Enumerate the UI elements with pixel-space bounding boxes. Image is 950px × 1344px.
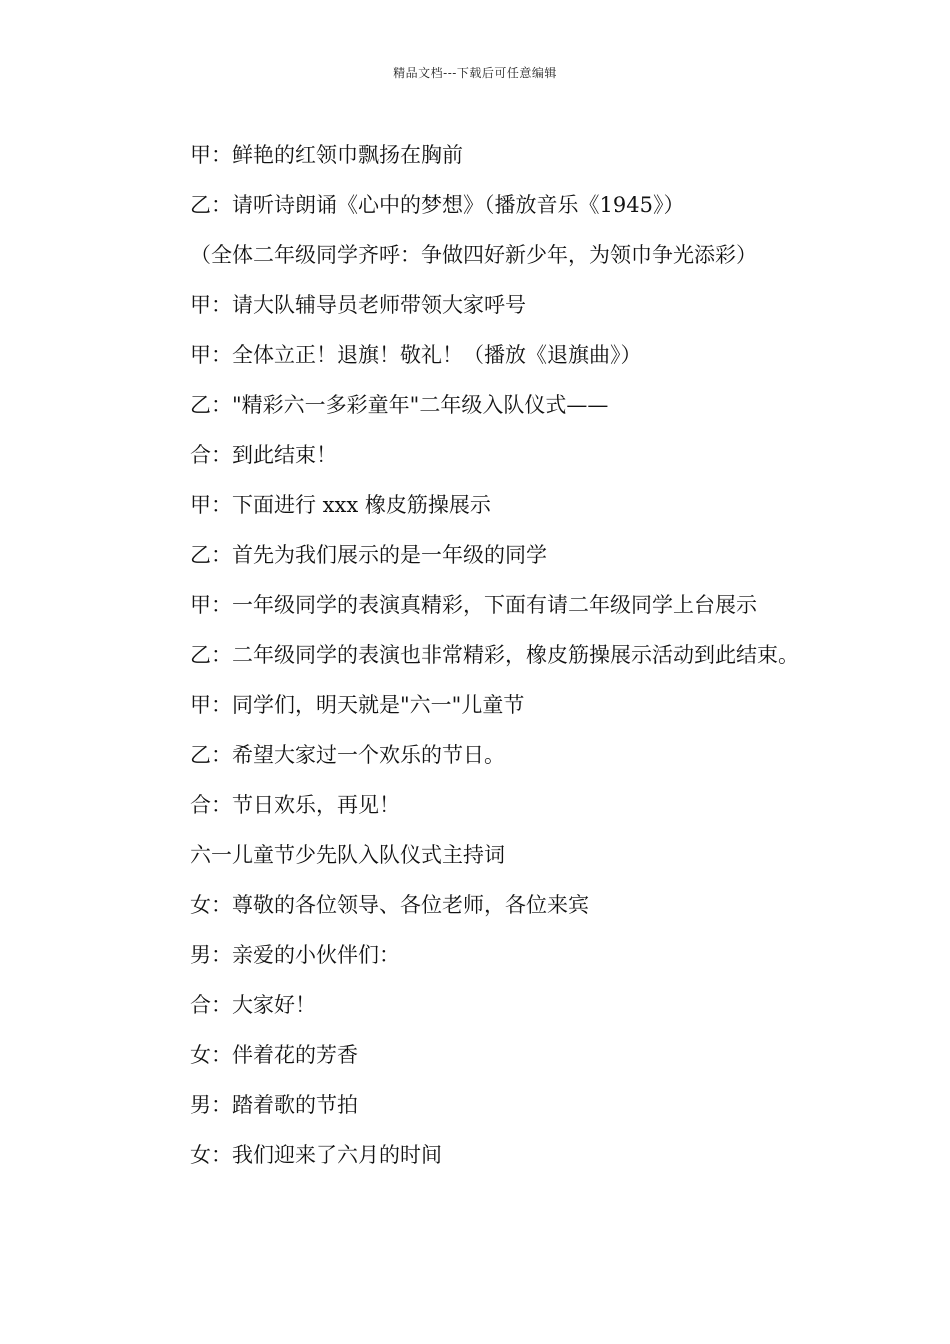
paragraph: 甲：下面进行 xxx 橡皮筋操展示	[190, 493, 491, 517]
paragraph: 乙：首先为我们展示的是一年级的同学	[190, 543, 547, 567]
paragraph: 乙：二年级同学的表演也非常精彩，橡皮筋操展示活动到此结束。	[190, 643, 799, 667]
paragraph: 乙：请听诗朗诵《心中的梦想》（播放音乐《1945》）	[190, 193, 685, 217]
paragraph: 甲：一年级同学的表演真精彩，下面有请二年级同学上台展示	[190, 593, 757, 617]
paragraph: 合：大家好！	[190, 993, 316, 1017]
paragraph: 甲：鲜艳的红领巾飘扬在胸前	[190, 143, 463, 167]
paragraph: 乙：希望大家过一个欢乐的节日。	[190, 743, 505, 767]
section-title: 六一儿童节少先队入队仪式主持词	[190, 843, 505, 867]
document-body	[143, 130, 813, 1180]
paragraph: 女：尊敬的各位领导、各位老师，各位来宾	[190, 893, 589, 917]
paragraph: 甲：全体立正！退旗！敬礼！（播放《退旗曲》）	[190, 343, 642, 367]
paragraph: 合：节日欢乐，再见！	[190, 793, 400, 817]
paragraph: 男：亲爱的小伙伴们：	[190, 943, 400, 967]
paragraph: 女：伴着花的芳香	[190, 1043, 358, 1067]
paragraph: 男：踏着歌的节拍	[190, 1093, 358, 1117]
paragraph: （全体二年级同学齐呼：争做四好新少年，为领巾争光添彩）	[190, 243, 757, 267]
page-header: 精品文档---下载后可任意编辑	[393, 66, 557, 80]
paragraph: 女：我们迎来了六月的时间	[190, 1143, 442, 1167]
paragraph: 乙："精彩六一多彩童年"二年级入队仪式——	[190, 393, 609, 417]
paragraph: 甲：同学们，明天就是"六一"儿童节	[190, 693, 525, 717]
paragraph: 甲：请大队辅导员老师带领大家呼号	[190, 293, 526, 317]
paragraph: 合：到此结束！	[190, 443, 337, 467]
